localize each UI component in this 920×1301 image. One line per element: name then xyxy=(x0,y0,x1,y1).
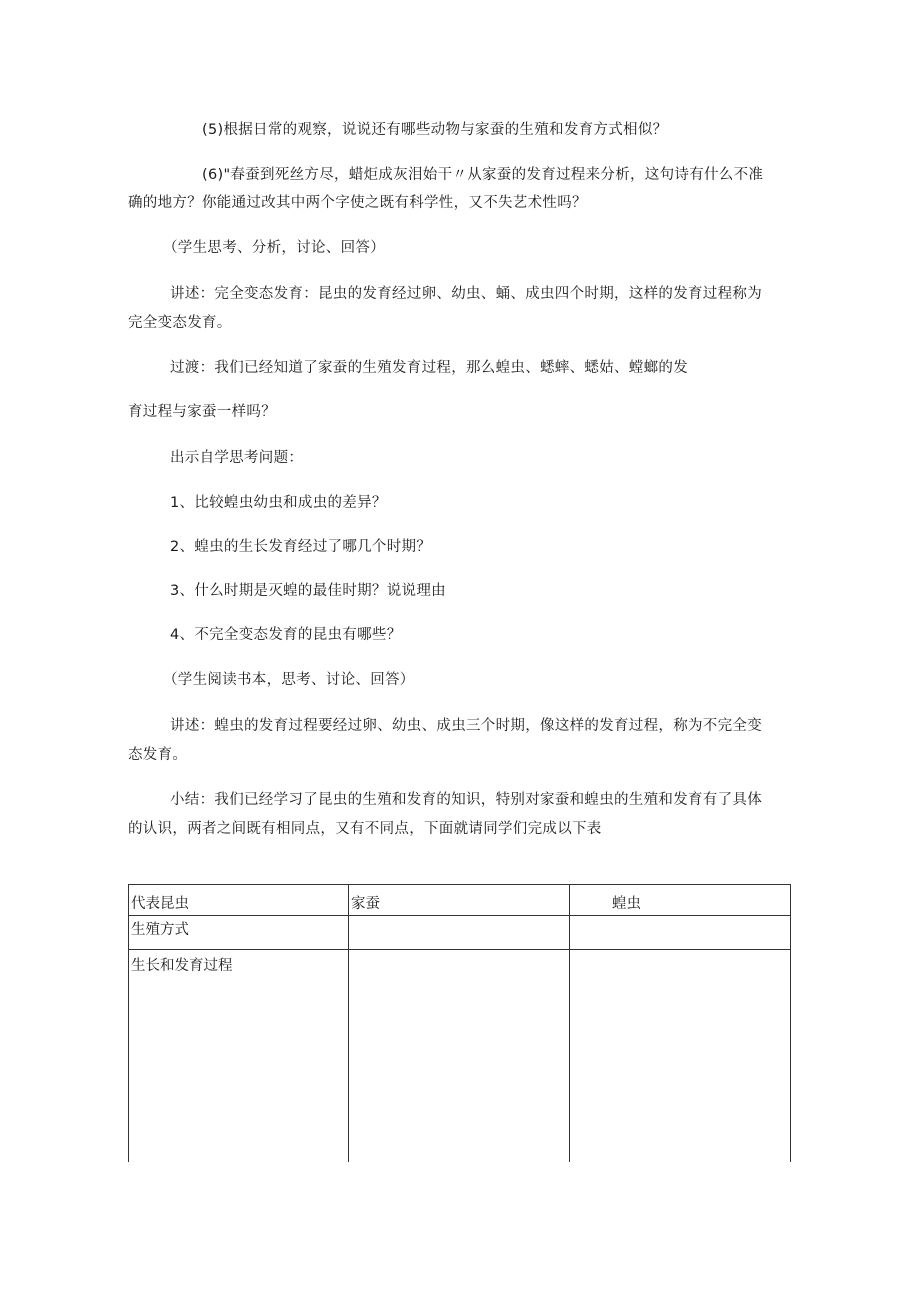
student-reading-note: （学生阅读书本，思考、讨论、回答） xyxy=(163,672,415,688)
table-row-label: 生长和发育过程 xyxy=(129,950,349,1163)
self-study-question-3: 3、什么时期是灭蝗的最佳时期？说说理由 xyxy=(170,583,446,599)
table-header-cell: 代表昆虫 xyxy=(129,885,349,916)
table-cell[interactable] xyxy=(570,916,791,950)
table-row xyxy=(129,916,791,950)
self-study-question-1: 1、比较蝗虫幼虫和成虫的差异？ xyxy=(170,495,387,511)
self-study-question-2: 2、蝗虫的生长发育经过了哪几个时期？ xyxy=(170,539,432,555)
student-activity-note: （学生思考、分析，讨论、回答） xyxy=(163,240,385,256)
summary-line-1: 小结：我们已经学习了昆虫的生殖和发育的知识，特别对家蚕和蝗虫的生殖和发育有了具体 xyxy=(170,792,762,808)
self-study-question-4: 4、不完全变态发育的昆虫有哪些？ xyxy=(170,627,402,643)
table-cell[interactable] xyxy=(570,950,791,1163)
summary-line-2: 的认识，两者之间既有相同点，又有不同点，下面就请同学们完成以下表 xyxy=(128,821,602,837)
table-row-label: 生殖方式 xyxy=(129,916,349,950)
self-study-heading: 出示自学思考问题： xyxy=(170,450,304,466)
lecture-incomplete-metamorphosis-line-1: 讲述：蝗虫的发育过程要经过卵、幼虫、成虫三个时期，像这样的发育过程，称为不完全变 xyxy=(170,718,762,734)
lecture-incomplete-metamorphosis-line-2: 态发育。 xyxy=(128,747,188,763)
question-6-line-2: 确的地方？你能通过改其中两个字使之既有科学性，又不失艺术性吗？ xyxy=(128,195,587,211)
lecture-complete-metamorphosis-line-1: 讲述：完全变态发育：昆虫的发育经过卵、幼虫、蛹、成虫四个时期，这样的发育过程称为 xyxy=(170,286,762,302)
table-cell[interactable] xyxy=(349,950,570,1163)
table-header-cell: 蝗虫 xyxy=(570,885,791,916)
transition-line-2: 育过程与家蚕一样吗？ xyxy=(128,404,276,420)
question-5: (5)根据日常的观察，说说还有哪些动物与家蚕的生殖和发育方式相似？ xyxy=(202,122,668,138)
table-row xyxy=(129,950,791,1163)
table-header-cell: 家蚕 xyxy=(349,885,570,916)
table-cell[interactable] xyxy=(349,916,570,950)
lecture-complete-metamorphosis-line-2: 完全变态发育。 xyxy=(128,315,232,331)
table-header-row xyxy=(129,885,791,916)
transition-line-1: 过渡：我们已经知道了家蚕的生殖发育过程，那么蝗虫、蟋蟀、蟋姑、螳螂的发 xyxy=(170,360,688,376)
question-6-line-1: (6)"春蚕到死丝方尽，蜡炬成灰泪始干〃从家蚕的发育过程来分析，这句诗有什么不准 xyxy=(202,167,764,183)
comparison-table xyxy=(128,884,791,1162)
